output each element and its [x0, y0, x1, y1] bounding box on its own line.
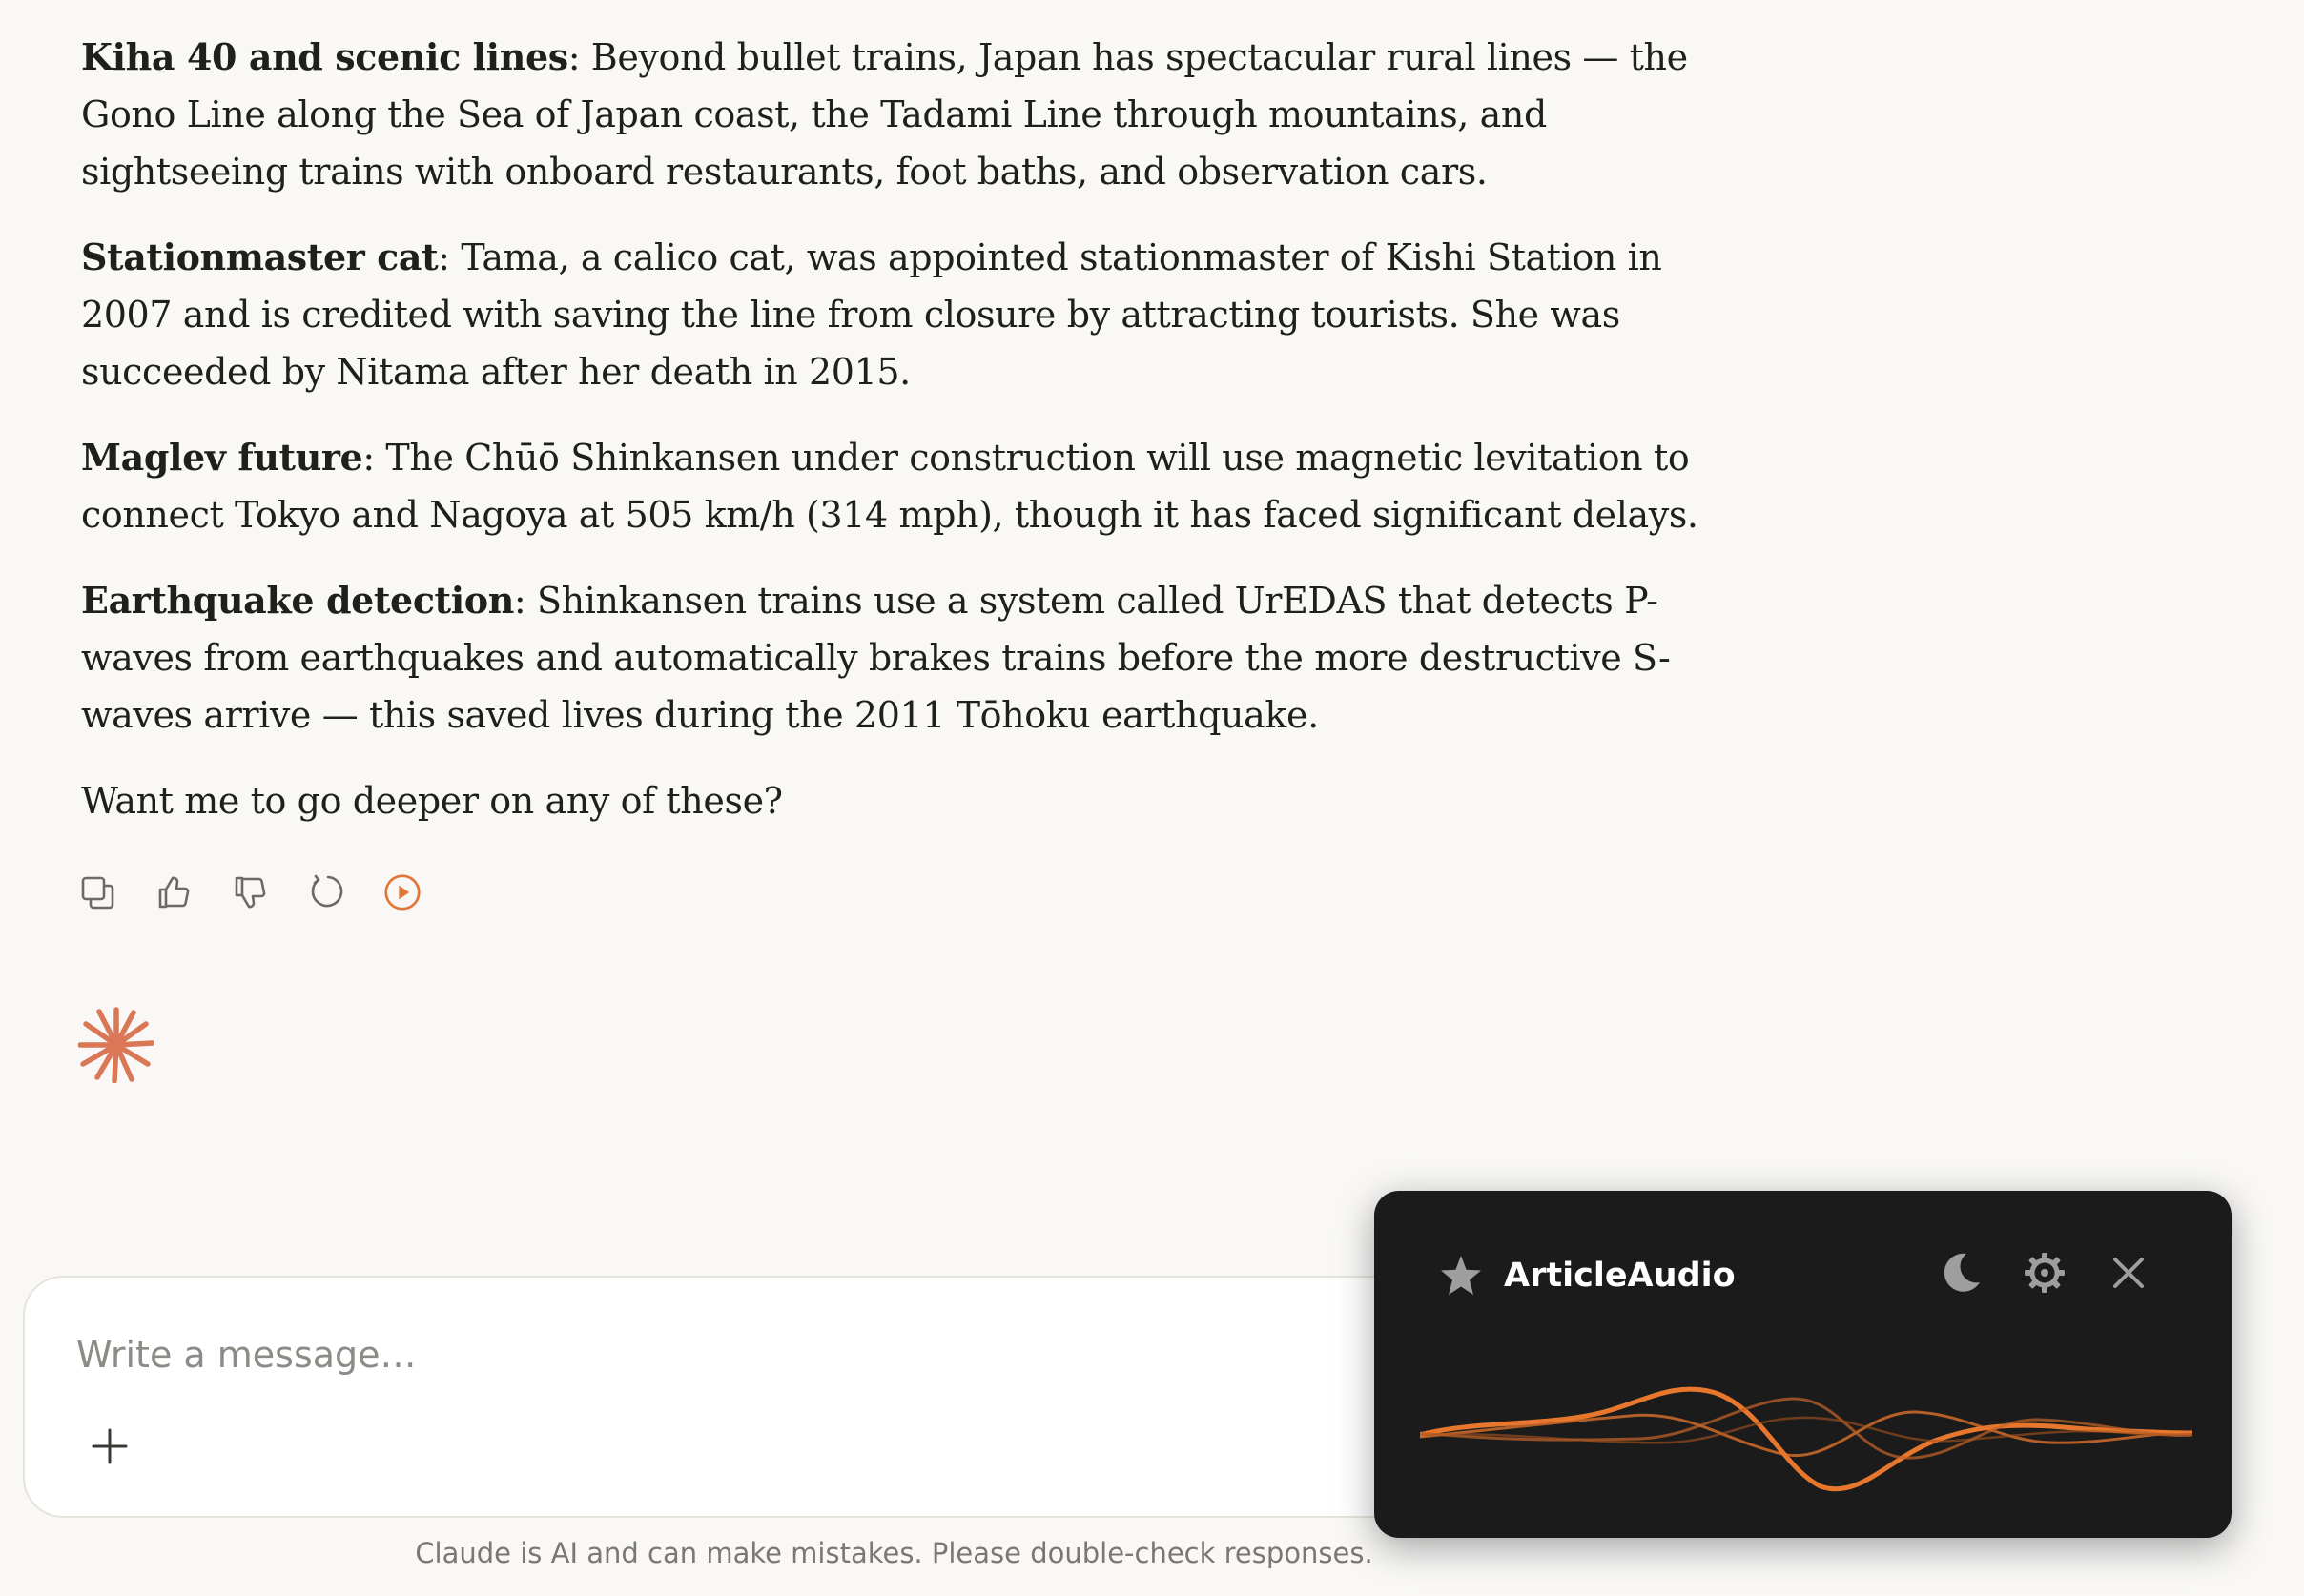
message-composer — [23, 1276, 1453, 1518]
close-audio-panel-button[interactable] — [2106, 1250, 2151, 1296]
gear-icon — [2024, 1252, 2066, 1294]
dark-mode-toggle[interactable] — [1938, 1250, 1984, 1296]
retry-button[interactable] — [307, 873, 345, 911]
audio-settings-button[interactable] — [2022, 1250, 2067, 1296]
retry-icon — [307, 873, 345, 911]
paragraph-earthquake — [81, 572, 1702, 744]
thumbs-down-icon — [231, 873, 269, 911]
paragraph-scenic-lines — [81, 29, 1702, 200]
paragraph-text: : Tama, a calico cat, was appointed stationmaster of Kishi Station in 2007 and is credited with saving the line from closure by attracting tourists. She was succeeded by Nitama after her death in 2015. — [81, 236, 1662, 393]
plus-icon — [91, 1427, 129, 1465]
paragraph-text: : Beyond bullet trains, Japan has spectacular rural lines — the Gono Line along the Sea of Japan coast, the Tadami Line through mountains, and sightseeing trains with onboard restaurants, foot baths, and observation cars. — [81, 36, 1688, 193]
thumbs-up-button[interactable] — [154, 873, 193, 911]
claude-spark-icon — [78, 1007, 154, 1083]
disclaimer: Claude is AI and can make mistakes. Please double-check responses. — [415, 1537, 1373, 1569]
audio-panel-controls — [1938, 1250, 2151, 1296]
article-audio-panel — [1374, 1191, 2232, 1538]
closing-question: Want me to go deeper on any of these? — [81, 780, 783, 822]
moon-icon — [1938, 1250, 1984, 1296]
thumbs-down-button[interactable] — [231, 873, 269, 911]
paragraph-maglev — [81, 429, 1702, 543]
thumbs-up-icon — [154, 873, 193, 911]
close-icon — [2111, 1256, 2146, 1290]
paragraph-title: Stationmaster cat — [81, 235, 439, 278]
add-attachment-button[interactable] — [84, 1421, 135, 1472]
copy-icon — [78, 873, 116, 911]
audio-waveform — [1420, 1372, 2192, 1496]
paragraph-text: : Shinkansen trains use a system called UrEDAS that detects P-waves from earthquakes and automatically brakes trains before the more destructive S-waves arrive — this saved lives during the 2011 Tōhoku earthquake. — [81, 580, 1671, 736]
paragraph-text: : The Chūō Shinkansen under construction will use magnetic levitation to connect Tokyo and Nagoya at 505 km/h (314 mph), though it has faced significant delays. — [81, 437, 1698, 536]
message-actions — [78, 873, 422, 911]
read-aloud-button[interactable] — [383, 873, 422, 911]
message-input[interactable] — [74, 1327, 1318, 1382]
paragraph-title: Earthquake detection — [81, 579, 514, 622]
paragraph-stationmaster-cat — [81, 229, 1702, 400]
audio-panel-header — [1439, 1254, 1736, 1298]
copy-button[interactable] — [78, 873, 116, 911]
audio-panel-title: ArticleAudio — [1504, 1257, 1736, 1295]
play-icon — [383, 871, 422, 913]
star-icon — [1439, 1254, 1483, 1298]
assistant-message — [81, 29, 1702, 858]
paragraph-title: Maglev future — [81, 436, 363, 479]
paragraph-title: Kiha 40 and scenic lines — [81, 35, 568, 78]
